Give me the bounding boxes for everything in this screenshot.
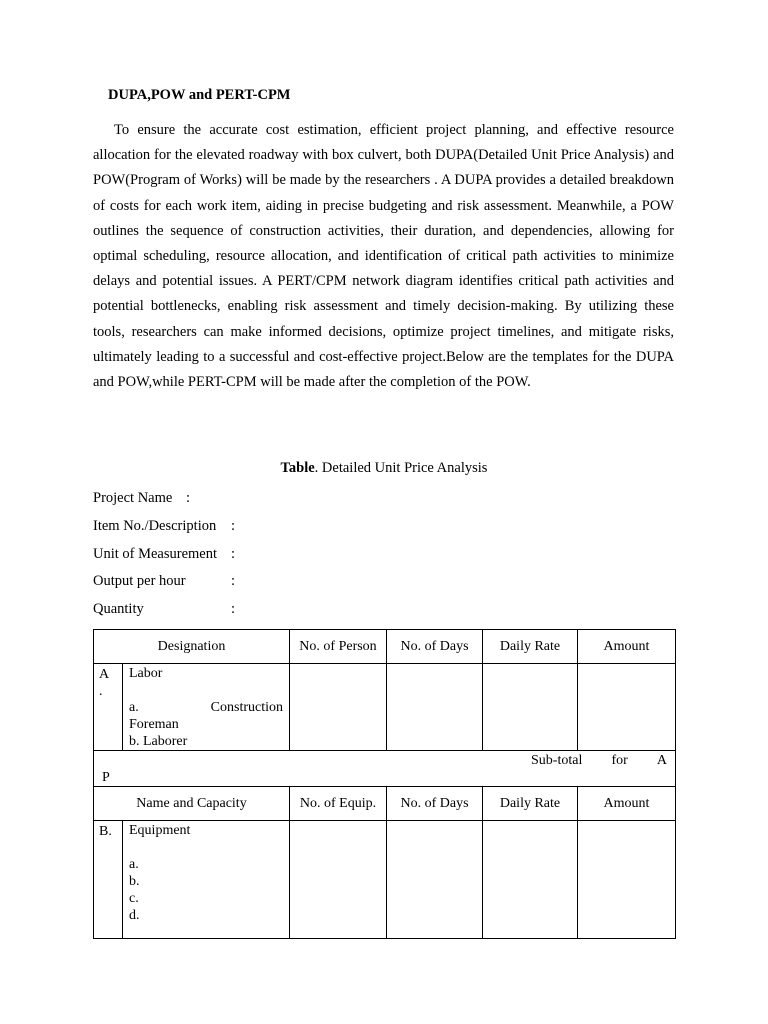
subtotal-word-2: for — [611, 753, 628, 768]
labor-item-b: b. Laborer — [129, 734, 188, 749]
project-meta-fields — [93, 487, 236, 626]
header-amount: Amount — [578, 787, 676, 821]
header-designation: Designation — [94, 630, 290, 664]
header-daily-rate: Daily Rate — [483, 787, 578, 821]
meta-label: Item No./Description — [93, 517, 217, 534]
labor-section-row — [94, 664, 676, 751]
header-daily-rate: Daily Rate — [483, 630, 578, 664]
equipment-days-cell — [387, 821, 483, 939]
intro-paragraph: To ensure the accurate cost estimation, efficient project planning, and effective resource allocation for the elevated roadway with box culvert, both DUPA(Detailed Unit Price Analysis) and POW(Program of Works) will be made by the researchers . A DUPA provides a detailed breakdown of costs for each work item, aiding in precise budgeting and risk assessment. Meanwhile, a POW outlines the sequence of construction activities, their duration, and dependencies, allowing for optimal scheduling, resource allocation, and identification of critical path activities to minimize delays and potential issues. A PERT/CPM network diagram identifies critical path activities and potential bottlenecks, enabling risk assessment and timely decision-making. By utilizing these tools, researchers can make informed decisions, optimize project timelines, and mitigate risks, ultimately leading to a successful and cost-effective project.Below are the templates for the DUPA and POW,while PERT-CPM will be made after the completion of the POW. — [93, 122, 674, 391]
equipment-title: Equipment — [129, 823, 191, 838]
header-no-of-person: No. of Person — [290, 630, 387, 664]
meta-label: Unit of Measurement — [93, 545, 218, 562]
meta-colon: : — [231, 545, 236, 562]
labor-header-row — [94, 630, 676, 664]
header-name-and-capacity: Name and Capacity — [94, 787, 290, 821]
equipment-letter-cell — [94, 821, 123, 939]
labor-rate-cell — [483, 664, 578, 751]
equipment-rate-cell — [483, 821, 578, 939]
labor-item-a-prefix: a. — [129, 700, 139, 715]
dupa-table — [93, 629, 676, 939]
section-heading: DUPA,POW and PERT-CPM — [108, 87, 291, 103]
header-no-of-equip: No. of Equip. — [290, 787, 387, 821]
table-caption — [0, 460, 768, 477]
equipment-items-cell — [123, 821, 290, 939]
meta-quantity — [93, 598, 236, 626]
equipment-item-d: d. — [129, 908, 140, 923]
subtotal-text — [531, 751, 667, 769]
subtotal-word-1: Sub-total — [531, 753, 583, 768]
subtotal-letter-p: P — [102, 770, 110, 785]
equipment-item-c: c. — [129, 891, 139, 906]
meta-unit-of-measurement — [93, 543, 236, 571]
equipment-letter: B. — [99, 824, 112, 839]
subtotal-row — [94, 751, 676, 787]
meta-label: Quantity — [93, 601, 144, 618]
equipment-header-row — [94, 787, 676, 821]
subtotal-cell — [94, 751, 676, 787]
meta-colon: : — [231, 601, 236, 618]
header-no-of-days: No. of Days — [387, 787, 483, 821]
equipment-section-row — [94, 821, 676, 939]
table-caption-text: . Detailed Unit Price Analysis — [314, 460, 488, 476]
equipment-item-a: a. — [129, 857, 139, 872]
equipment-amount-cell — [578, 821, 676, 939]
equipment-count-cell — [290, 821, 387, 939]
meta-project-name — [93, 487, 217, 515]
labor-title: Labor — [129, 666, 163, 681]
header-no-of-days: No. of Days — [387, 630, 483, 664]
labor-letter: A — [99, 667, 110, 682]
labor-items-cell — [123, 664, 290, 751]
labor-letter-cell — [94, 664, 123, 751]
labor-count-cell — [290, 664, 387, 751]
header-amount: Amount — [578, 630, 676, 664]
labor-item-a — [129, 699, 283, 716]
meta-item-description — [93, 515, 236, 543]
labor-days-cell — [387, 664, 483, 751]
meta-label: Project Name — [93, 490, 173, 506]
labor-item-a-word: Construction — [210, 700, 283, 715]
labor-amount-cell — [578, 664, 676, 751]
meta-label: Output per hour — [93, 573, 186, 590]
meta-colon: : — [231, 517, 236, 534]
meta-colon: : — [186, 490, 191, 506]
labor-letter-dot: . — [99, 684, 103, 699]
labor-item-a-cont: Foreman — [129, 717, 179, 732]
meta-colon: : — [231, 573, 236, 590]
equipment-item-b: b. — [129, 874, 140, 889]
meta-output-per-hour — [93, 570, 236, 598]
table-caption-label: Table — [280, 460, 315, 476]
subtotal-word-3: A — [656, 753, 667, 768]
